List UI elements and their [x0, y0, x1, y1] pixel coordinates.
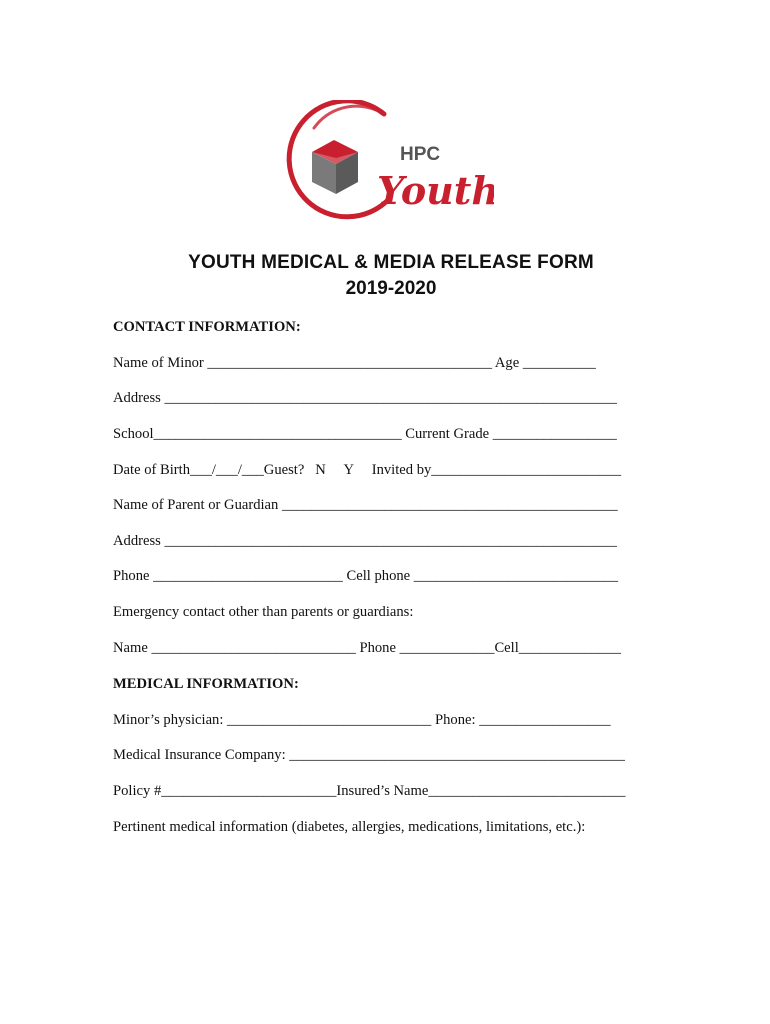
logo-graphic [284, 100, 494, 222]
parent-guardian-field[interactable]: Name of Parent or Guardian ______________________________________________ [113, 497, 618, 513]
phone-cellphone-field[interactable]: Phone __________________________ Cell phone ____________________________ [113, 568, 619, 584]
form-title-block [0, 250, 770, 302]
medical-information-heading: MEDICAL INFORMATION: [113, 676, 299, 692]
dob-guest-invited-field[interactable]: Date of Birth___/___/___Guest? N Y Invited by__________________________ [113, 462, 622, 478]
emergency-name-phone-field[interactable]: Name ____________________________ Phone _____________Cell______________ [113, 640, 621, 656]
address-field[interactable]: Address ______________________________________________________________ [113, 390, 617, 406]
insurance-company-field[interactable]: Medical Insurance Company: ______________________________________________ [113, 747, 625, 763]
pertinent-medical-info-label: Pertinent medical information (diabetes, allergies, medications, limitations, etc.): [113, 819, 586, 835]
parent-address-field[interactable]: Address ______________________________________________________________ [113, 533, 617, 549]
contact-information-heading: CONTACT INFORMATION: [113, 319, 301, 335]
emergency-contact-label: Emergency contact other than parents or guardians: [113, 604, 414, 620]
physician-field[interactable]: Minor’s physician: ____________________________ Phone: __________________ [113, 712, 611, 728]
logo-text-youth: Youth [377, 168, 494, 213]
school-grade-field[interactable]: School__________________________________ Current Grade _________________ [113, 426, 617, 442]
form-year: 2019-2020 [345, 278, 437, 299]
policy-insured-field[interactable]: Policy #________________________Insured’s Name___________________________ [113, 783, 626, 799]
form-title: YOUTH MEDICAL & MEDIA RELEASE FORM [188, 252, 594, 273]
hpc-youth-logo [284, 100, 494, 222]
name-of-minor-field[interactable]: Name of Minor _______________________________________ Age __________ [113, 355, 596, 371]
logo-text-hpc: HPC [400, 144, 441, 165]
